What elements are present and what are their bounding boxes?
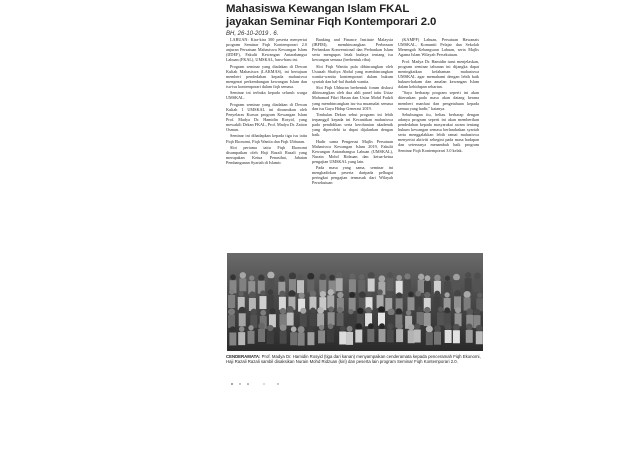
headline-line-2: jayakan Seminar Fiqh Kontemporari 2.0 xyxy=(226,16,437,28)
group-photo xyxy=(227,253,483,351)
handwritten-dateline: BH, 26-10-2019 . 6. xyxy=(226,31,279,37)
caption-lead: CENDERAMATA: xyxy=(226,354,261,359)
print-smudge xyxy=(226,382,326,386)
paragraph: Seminar ini terbuka kepada seluruh warga UMSKAL. xyxy=(226,90,307,101)
paragraph: Slot pertama iaitu Fiqh Ekonomi disampaikan oleh Haji Razali Razali yang merupakan Ketua Penasihat, Jabatan Pembangunan Syariah di Islamic xyxy=(226,144,307,166)
paragraph: Timbalan Dekan sebut program ini lebih terpanggil kepada ini Kecantikan mahasiswa pada pendidikan serta kerohanian akademik yang diperolehi ia dapat dijalankan dengan baik. xyxy=(312,111,393,138)
paragraph: Hadir sama Pengerusi Majlis Persatuan Mahasiswa Kewangan Islam 2019, Fakulti Kewangan Antarabangsa Labuan (UMSKAL), Nurain Mohd Ridzuan dan ketua-ketua pengajian UMSKAL yang lain. xyxy=(312,138,393,164)
headline-line-1: Mahasiswa Kewangan Islam FKAL xyxy=(226,3,410,15)
paragraph: Sehubungan itu, beliau berharap dengan adanya program seperti ini akan memberikan pendedahan kepada masyarakat awam tentang hukum kewangan semasa berlandaskan syariah serta menggalakkan lebih ramai mahasiswa menyertai aktiviti sebegini pada masa hadapan dan seterusnya menambah baik program Seminar Fiqh Kontemporari 3.0 kelak. xyxy=(398,111,479,153)
paragraph: Program seminar yang diadakan di Dewan Kuliah 1 UMSKAL ini dirasmikan oleh Penyelaras Kursus program Kewangan Islam Prof. Madya Dr. Hamidin Rosyid, yang mewakili Dekan FKAL, Prof. Madya Dr. Zaiton Osman. xyxy=(226,101,307,133)
paragraph: (KAMPF) Labuan, Persatuan Hawanais UMSKAL, Komuniti Pelajar dan Sekolah Menengah Kebangsaan Labuan, serta Majlis Agama Islam Wilayah Persekutuan. xyxy=(398,37,479,58)
caption-text: Prof. Madya Dr. Hamidin Rosyid (tiga dari kanan) menyampaikan cenderamata kepada penceramah Fiqh Ekonomi, Haji Razali Razali sambil disaksikan Nurain Mohd Ridzuan (kiri) dan peserta lain program Seminar Fiqh Kontemporari 2.0. xyxy=(226,354,481,365)
headline xyxy=(226,3,476,29)
article-column-2 xyxy=(312,37,393,246)
paragraph: Banking and Finance Institute Malaysia (IBFIM), membincangkan Perbezaan Perbankan Konvensional dan Perbankan Islam serta mengupas letak budaya tentang isu kewangan semasa (berbentuk riba). xyxy=(312,37,393,63)
paragraph: LABUAN: Kira-kira 300 peserta menyertai program Seminar Fiqh Kontemporari 2.0 anjuran Persatuan Mahasiswa Kewangan Islam (IJDEF), Fakulti Kewangan Antarabangsa Labuan (FKAL), UMSKAL, baru-baru ini. xyxy=(226,37,307,63)
paragraph: Pada masa yang sama, seminar ini menghadirkan peserta daripada pelbagai peringkat pengajian termasuk dari Wilayah Persekutuan xyxy=(312,165,393,186)
article-body xyxy=(226,37,482,246)
article-column-1 xyxy=(226,37,307,246)
paragraph: Seminar ini dihadapkan kepada tiga isu iaitu Fiqh Ekonomi, Fiqh Wanita dan Fiqh Ubburan. xyxy=(226,133,307,144)
paragraph: Program seminar yang diadakan di Dewan Kuliah Mahasiswa (LAKMAS), ini bertujuan memberi pendedahan kepada mahasiswa mengenai perkembangan kewangan Islam dan isu-isu kontemporari dalam fiqh semasa. xyxy=(226,63,307,90)
group-photo-image xyxy=(227,253,483,351)
paragraph: "Saya berharap program seperti ini akan diteruskan pada masa akan datang kerana memberi manfaat dan pengetahuan kepada semua yang hadir," katanya. xyxy=(398,90,479,111)
photo-caption xyxy=(226,354,482,365)
paragraph: Slot Fiqh Ubburan berbentuk forum diskusi dibincangkan oleh dua ahli panel iaitu Ustaz Mohamad Fikri Hasan dan Ustaz Mohd Fadzli yang membincangkan isu-isu muamalat semasa dan isu Gaya Hidup Generasi 2019. xyxy=(312,85,393,111)
paragraph: Prof. Madya Dr. Hamidin turut menjelaskan, program seminar tahunan ini dijangka dapat meningkatkan kefahaman mahasiswa UMSKAL agar memahami dengan lebih baik hukum-hakam dan amalan kewangan Islam dalam kehidupan seharian. xyxy=(398,58,479,90)
article-column-3 xyxy=(398,37,479,246)
paragraph: Slot Fiqh Wanita pula dibincangkan oleh Ustazah Shafiya Abdul yang membincangkan wanita-wanita kontemporari dalam hukum syariah dan hal-hal ibadah wanita. xyxy=(312,63,393,84)
